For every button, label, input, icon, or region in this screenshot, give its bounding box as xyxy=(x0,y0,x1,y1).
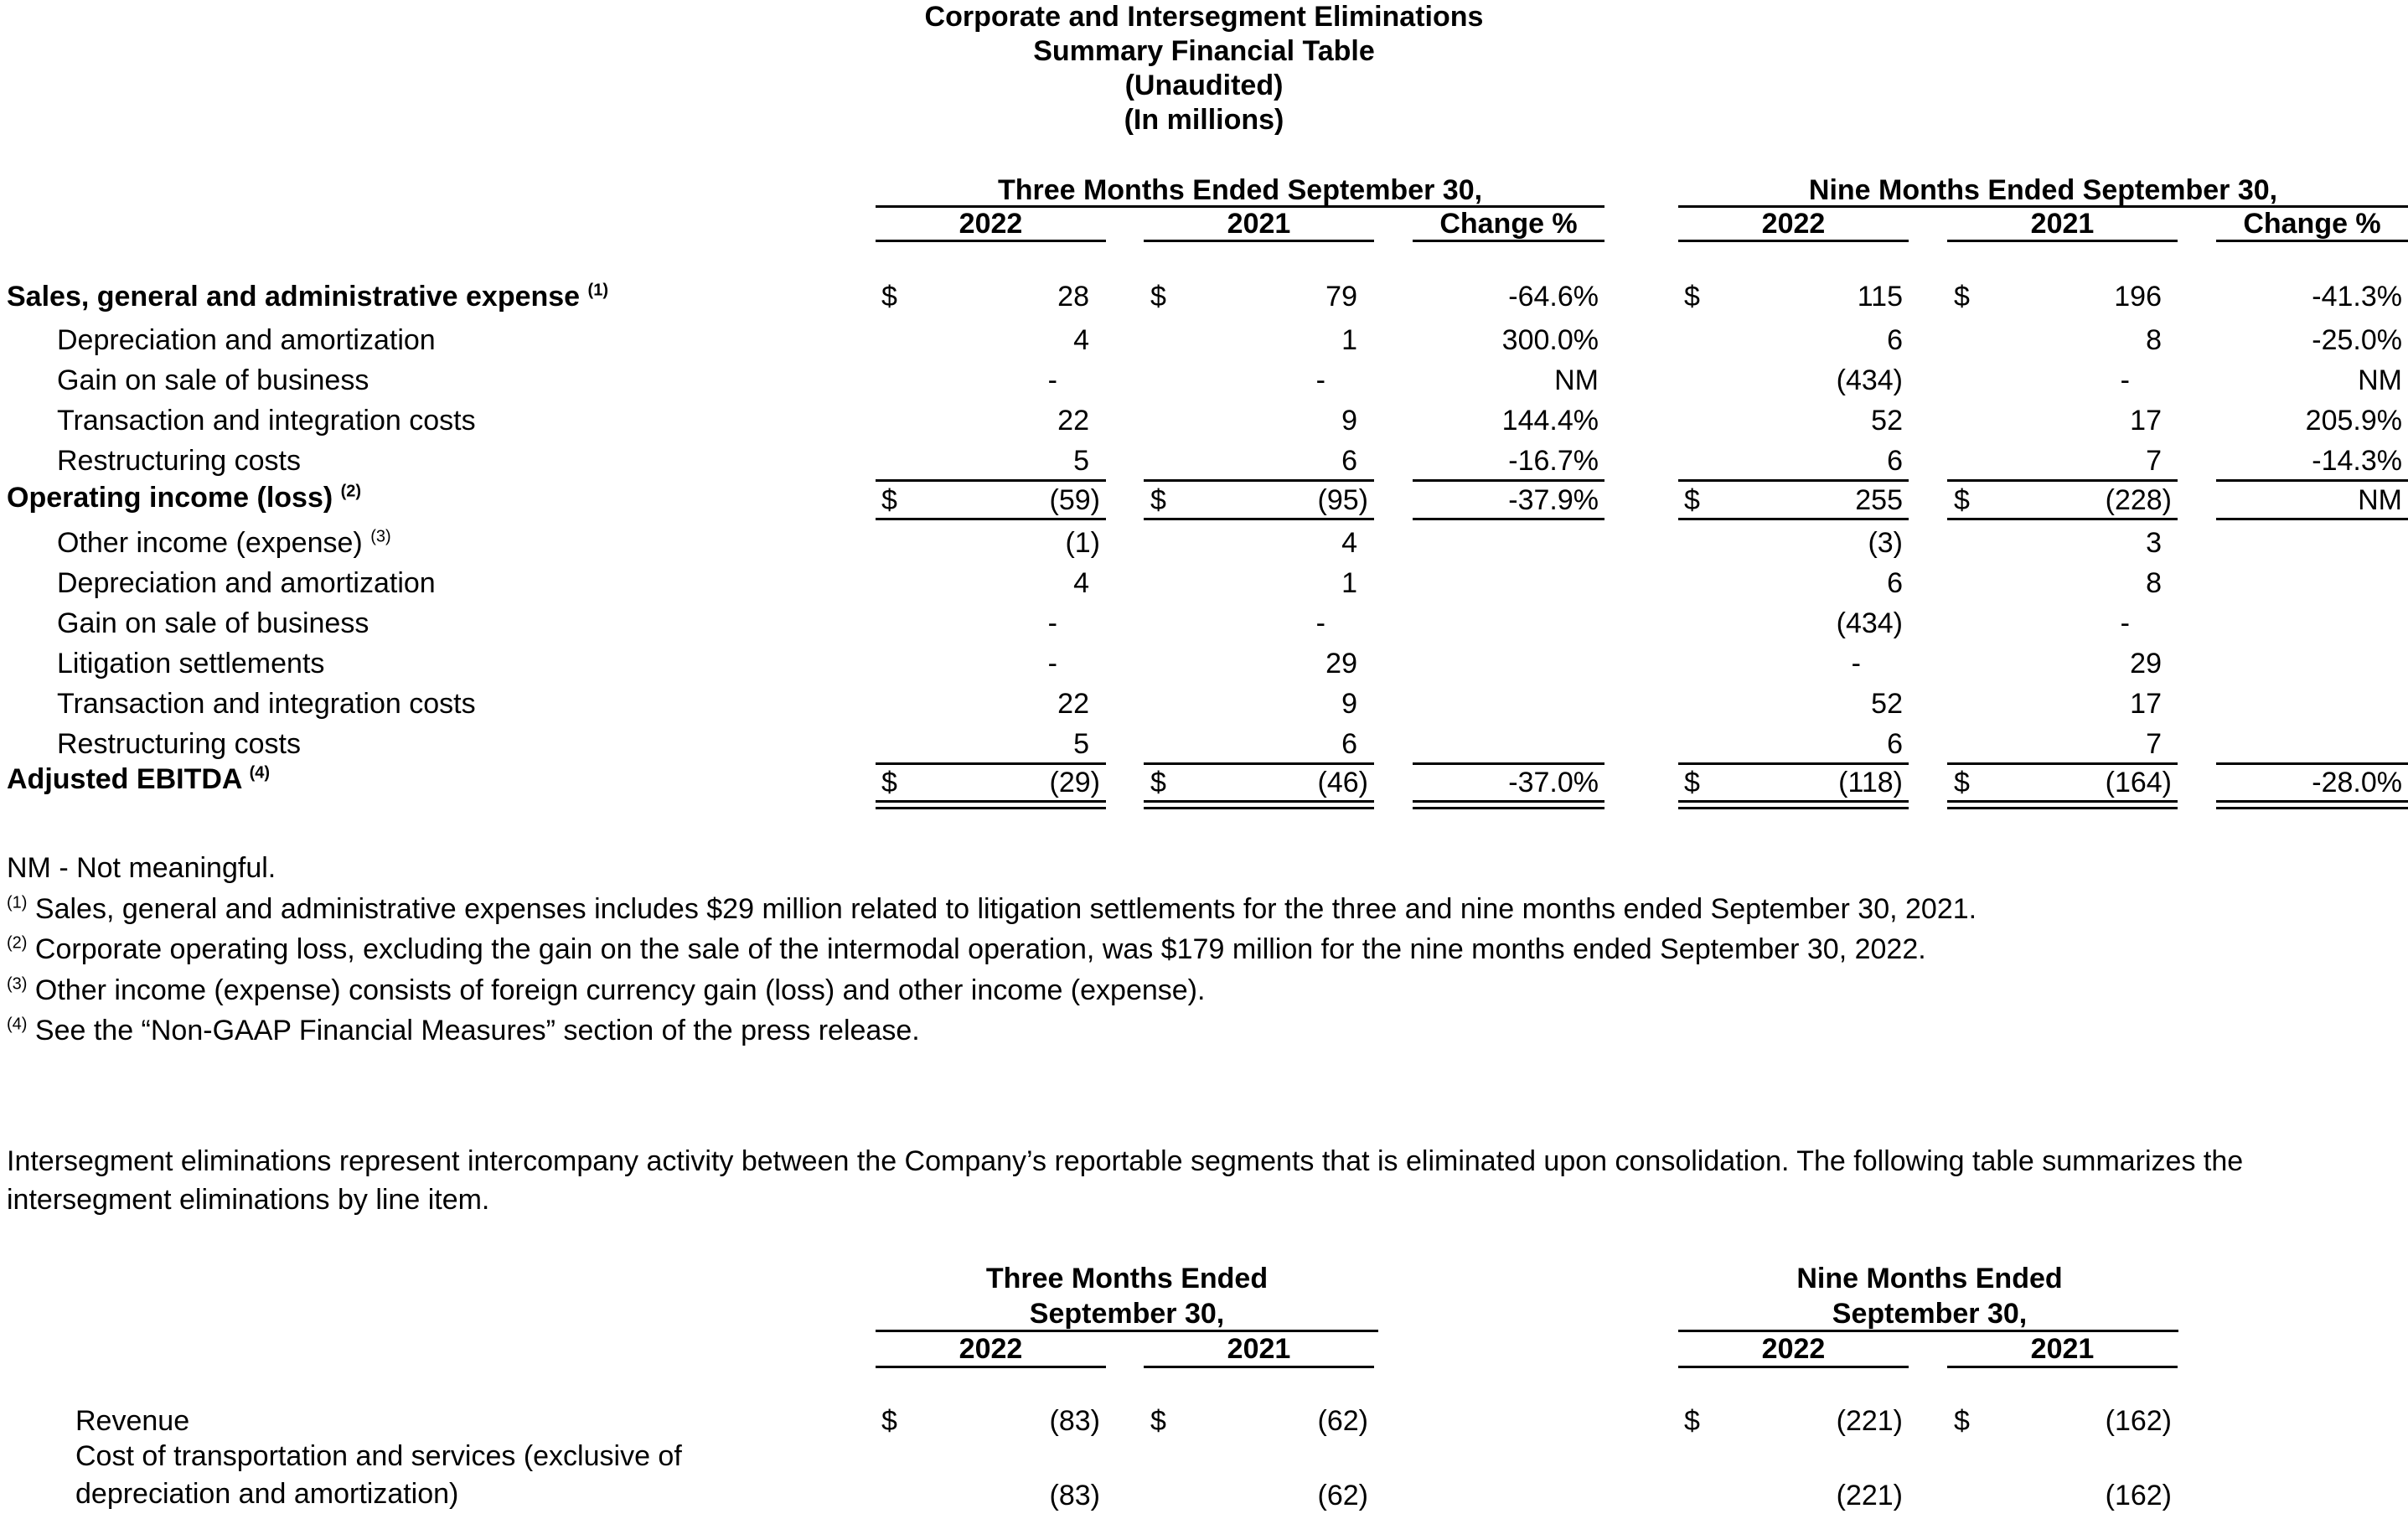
title-line-1: Corporate and Intersegment Eliminations xyxy=(924,1,1484,33)
total-double-underline xyxy=(2216,800,2408,809)
total-double-underline xyxy=(1947,800,2178,809)
cell-gain2-n21: - xyxy=(2120,607,2130,639)
rule-col-q-2022 xyxy=(876,240,1106,242)
title-line-4: (In millions) xyxy=(1124,104,1284,136)
cell-restr2-n22: 6 xyxy=(1887,728,1903,760)
row-label-gain: Gain on sale of business xyxy=(57,364,369,396)
subtotal-rule xyxy=(1413,479,1604,482)
cell-other-n22: (3) xyxy=(1868,527,1903,559)
t2-cell-cost-n21: (162) xyxy=(2105,1480,2172,1511)
cell-trans-q22: 22 xyxy=(1057,405,1089,437)
cell-trans-n21: 17 xyxy=(2130,405,2162,437)
total-double-underline xyxy=(1678,800,1909,809)
cell-trans2-n22: 52 xyxy=(1871,688,1903,720)
t2-cell-cost-n22: (221) xyxy=(1836,1480,1903,1511)
t2-header-three-l2: September 30, xyxy=(1029,1298,1225,1330)
currency-sign: $ xyxy=(1684,767,1700,798)
t2-cell-revenue-n21: (162) xyxy=(2105,1405,2172,1437)
cell-da-q22: 4 xyxy=(1073,324,1089,356)
row-label-restr2: Restructuring costs xyxy=(57,728,301,760)
currency-sign: $ xyxy=(1954,767,1970,798)
cell-gain-q22: - xyxy=(1047,364,1057,396)
t2-rule-col xyxy=(1678,1366,1909,1368)
cell-lit-n22: - xyxy=(1851,648,1861,679)
total-double-underline xyxy=(876,800,1106,809)
cell-gain2-q21: - xyxy=(1315,607,1325,639)
cell-ebitda-nchg: -28.0% xyxy=(2312,767,2402,798)
total-double-underline xyxy=(1413,800,1604,809)
rule-col-q-2021 xyxy=(1144,240,1374,242)
cell-lit-q21: 29 xyxy=(1325,648,1357,679)
t2-row-label-cost-l1: Cost of transportation and services (exclusive of xyxy=(75,1440,682,1472)
cell-gain-qchg: NM xyxy=(1554,364,1599,396)
currency-sign: $ xyxy=(881,767,897,798)
subtotal-underline xyxy=(1678,518,1909,520)
cell-ebitda-n21: (164) xyxy=(2105,767,2172,798)
currency-sign: $ xyxy=(1150,484,1166,516)
cell-sga-q22: 28 xyxy=(1057,281,1089,313)
currency-sign: $ xyxy=(1954,1405,1970,1437)
subtotal-underline xyxy=(1947,518,2178,520)
rule-col-n-2021 xyxy=(1947,240,2178,242)
row-label-other: Other income (expense) $^{(3)}$ xyxy=(57,527,391,559)
cell-trans-n22: 52 xyxy=(1871,405,1903,437)
cell-trans-nchg: 205.9% xyxy=(2305,405,2402,437)
cell-other-n21: 3 xyxy=(2146,527,2162,559)
row-label-da: Depreciation and amortization xyxy=(57,324,436,356)
subtotal-rule xyxy=(2216,479,2408,482)
row-label-lit: Litigation settlements xyxy=(57,648,325,679)
col-header-n-2022: 2022 xyxy=(1761,208,1826,240)
cell-trans2-q21: 9 xyxy=(1341,688,1357,720)
cell-other-q21: 4 xyxy=(1341,527,1357,559)
cell-restr2-n21: 7 xyxy=(2146,728,2162,760)
rule-col-n-2022 xyxy=(1678,240,1909,242)
currency-sign: $ xyxy=(1954,484,1970,516)
subtotal-rule xyxy=(1144,479,1374,482)
cell-trans-q21: 9 xyxy=(1341,405,1357,437)
col-header-q-2021: 2021 xyxy=(1227,208,1291,240)
cell-restr-q21: 6 xyxy=(1341,445,1357,477)
total-rule xyxy=(876,762,1106,765)
cell-sga-n21: 196 xyxy=(2114,281,2162,313)
subtotal-rule xyxy=(1678,479,1909,482)
col-header-n-2021: 2021 xyxy=(2030,208,2095,240)
currency-sign: $ xyxy=(1150,767,1166,798)
cell-ebitda-n22: (118) xyxy=(1838,767,1903,798)
cell-da-qchg: 300.0% xyxy=(1501,324,1599,356)
cell-lit-q22: - xyxy=(1047,648,1057,679)
t2-cell-revenue-q22: (83) xyxy=(1049,1405,1100,1437)
currency-sign: $ xyxy=(881,1405,897,1437)
total-rule xyxy=(2216,762,2408,765)
cell-da2-q21: 1 xyxy=(1341,567,1357,599)
cell-opinc-q21: (95) xyxy=(1317,484,1368,516)
cell-restr-n21: 7 xyxy=(2146,445,2162,477)
cell-gain2-n22: (434) xyxy=(1836,607,1903,639)
cell-sga-nchg: -41.3% xyxy=(2312,281,2402,313)
rule-col-n-change xyxy=(2216,240,2408,242)
cell-lit-n21: 29 xyxy=(2130,648,2162,679)
subtotal-rule xyxy=(1947,479,2178,482)
row-label-da2: Depreciation and amortization xyxy=(57,567,436,599)
t2-col-n-2021: 2021 xyxy=(2030,1333,2095,1365)
footnote-2: $^{(2)}$ Corporate operating loss, excluding the gain on the sale of the intermodal operation, was $179 million for the nine months ended September 30, 2022. xyxy=(7,933,1926,965)
header-nine-months: Nine Months Ended September 30, xyxy=(1808,174,2278,206)
intersegment-description: Intersegment eliminations represent intercompany activity between the Company’s reportable segments that is eliminated upon consolidation. The following table summarizes the intersegment eliminations by line item. xyxy=(7,1145,2244,1216)
cell-other-q22: (1) xyxy=(1065,527,1100,559)
header-three-months: Three Months Ended September 30, xyxy=(997,174,1483,206)
cell-restr-nchg: -14.3% xyxy=(2312,445,2402,477)
cell-da-n21: 8 xyxy=(2146,324,2162,356)
t2-rule-col xyxy=(1947,1366,2178,1368)
cell-da2-q22: 4 xyxy=(1073,567,1089,599)
row-label-trans: Transaction and integration costs xyxy=(57,405,476,437)
t2-cell-revenue-q21: (62) xyxy=(1317,1405,1368,1437)
t2-col-n-2022: 2022 xyxy=(1761,1333,1826,1365)
t2-header-nine-l2: September 30, xyxy=(1832,1298,2028,1330)
row-label-ebitda: Adjusted EBITDA $^{(4)}$ xyxy=(7,763,271,795)
t2-col-q-2022: 2022 xyxy=(959,1333,1023,1365)
cell-da-nchg: -25.0% xyxy=(2312,324,2402,356)
cell-trans2-q22: 22 xyxy=(1057,688,1089,720)
t2-rule-col xyxy=(1144,1366,1374,1368)
currency-sign: $ xyxy=(1684,1405,1700,1437)
cell-opinc-n22: 255 xyxy=(1855,484,1903,516)
currency-sign: $ xyxy=(881,484,897,516)
t2-rule-col xyxy=(876,1366,1106,1368)
cell-da-q21: 1 xyxy=(1341,324,1357,356)
total-rule xyxy=(1413,762,1604,765)
cell-restr-q22: 5 xyxy=(1073,445,1089,477)
cell-opinc-q22: (59) xyxy=(1049,484,1100,516)
cell-da2-n21: 8 xyxy=(2146,567,2162,599)
cell-restr-n22: 6 xyxy=(1887,445,1903,477)
cell-gain2-q22: - xyxy=(1047,607,1057,639)
cell-restr2-q22: 5 xyxy=(1073,728,1089,760)
currency-sign: $ xyxy=(1684,281,1700,313)
currency-sign: $ xyxy=(881,281,897,313)
currency-sign: $ xyxy=(1150,281,1166,313)
row-label-gain2: Gain on sale of business xyxy=(57,607,369,639)
t2-header-three-l1: Three Months Ended xyxy=(985,1263,1269,1294)
cell-sga-n22: 115 xyxy=(1857,281,1903,313)
cell-gain-q21: - xyxy=(1315,364,1325,396)
col-header-q-change: Change % xyxy=(1439,208,1578,240)
cell-sga-q21: 79 xyxy=(1325,281,1357,313)
currency-sign: $ xyxy=(1684,484,1700,516)
currency-sign: $ xyxy=(1954,281,1970,313)
total-rule xyxy=(1947,762,2178,765)
t2-header-nine-l1: Nine Months Ended xyxy=(1796,1263,2063,1294)
t2-row-label-cost-l2: depreciation and amortization) xyxy=(75,1478,459,1510)
report-title xyxy=(0,0,2408,137)
subtotal-underline xyxy=(1144,518,1374,520)
cell-opinc-nchg: NM xyxy=(2358,484,2402,516)
cell-da2-n22: 6 xyxy=(1887,567,1903,599)
cell-gain-n22: (434) xyxy=(1836,364,1903,396)
subtotal-underline xyxy=(876,518,1106,520)
cell-restr2-q21: 6 xyxy=(1341,728,1357,760)
cell-trans-qchg: 144.4% xyxy=(1501,405,1599,437)
total-double-underline xyxy=(1144,800,1374,809)
footnote-4: $^{(4)}$ See the “Non-GAAP Financial Measures” section of the press release. xyxy=(7,1015,920,1046)
t2-cell-revenue-n22: (221) xyxy=(1836,1405,1903,1437)
cell-sga-qchg: -64.6% xyxy=(1508,281,1599,313)
cell-trans2-n21: 17 xyxy=(2130,688,2162,720)
col-header-n-change: Change % xyxy=(2243,208,2381,240)
cell-ebitda-q21: (46) xyxy=(1317,767,1368,798)
title-line-2: Summary Financial Table xyxy=(1033,35,1375,67)
t2-cell-cost-q22: (83) xyxy=(1049,1480,1100,1511)
cell-ebitda-qchg: -37.0% xyxy=(1508,767,1599,798)
currency-sign: $ xyxy=(1150,1405,1166,1437)
col-header-q-2022: 2022 xyxy=(959,208,1023,240)
footnote-1: $^{(1)}$ Sales, general and administrative expenses includes $29 million related to litigation settlements for the three and nine months ended September 30, 2021. xyxy=(7,893,1977,925)
rule-col-q-change xyxy=(1413,240,1604,242)
row-label-trans2: Transaction and integration costs xyxy=(57,688,476,720)
subtotal-underline xyxy=(2216,518,2408,520)
cell-opinc-n21: (228) xyxy=(2105,484,2172,516)
t2-col-q-2021: 2021 xyxy=(1227,1333,1291,1365)
cell-ebitda-q22: (29) xyxy=(1049,767,1100,798)
cell-restr-qchg: -16.7% xyxy=(1508,445,1599,477)
subtotal-rule xyxy=(876,479,1106,482)
row-label-sga: Sales, general and administrative expense $^{(1)}$ xyxy=(7,281,608,313)
total-rule xyxy=(1678,762,1909,765)
title-line-3: (Unaudited) xyxy=(1124,70,1284,101)
row-label-opinc: Operating income (loss) $^{(2)}$ xyxy=(7,482,362,514)
cell-da-n22: 6 xyxy=(1887,324,1903,356)
note-nm: NM - Not meaningful. xyxy=(7,852,276,884)
cell-opinc-qchg: -37.9% xyxy=(1508,484,1599,516)
footnote-3: $^{(3)}$ Other income (expense) consists of foreign currency gain (loss) and other income (expense). xyxy=(7,974,1206,1006)
total-rule xyxy=(1144,762,1374,765)
t2-row-label-revenue: Revenue xyxy=(75,1405,190,1437)
cell-gain-nchg: NM xyxy=(2358,364,2402,396)
cell-gain-n21: - xyxy=(2120,364,2130,396)
subtotal-underline xyxy=(1413,518,1604,520)
row-label-restr: Restructuring costs xyxy=(57,445,301,477)
t2-cell-cost-q21: (62) xyxy=(1317,1480,1368,1511)
